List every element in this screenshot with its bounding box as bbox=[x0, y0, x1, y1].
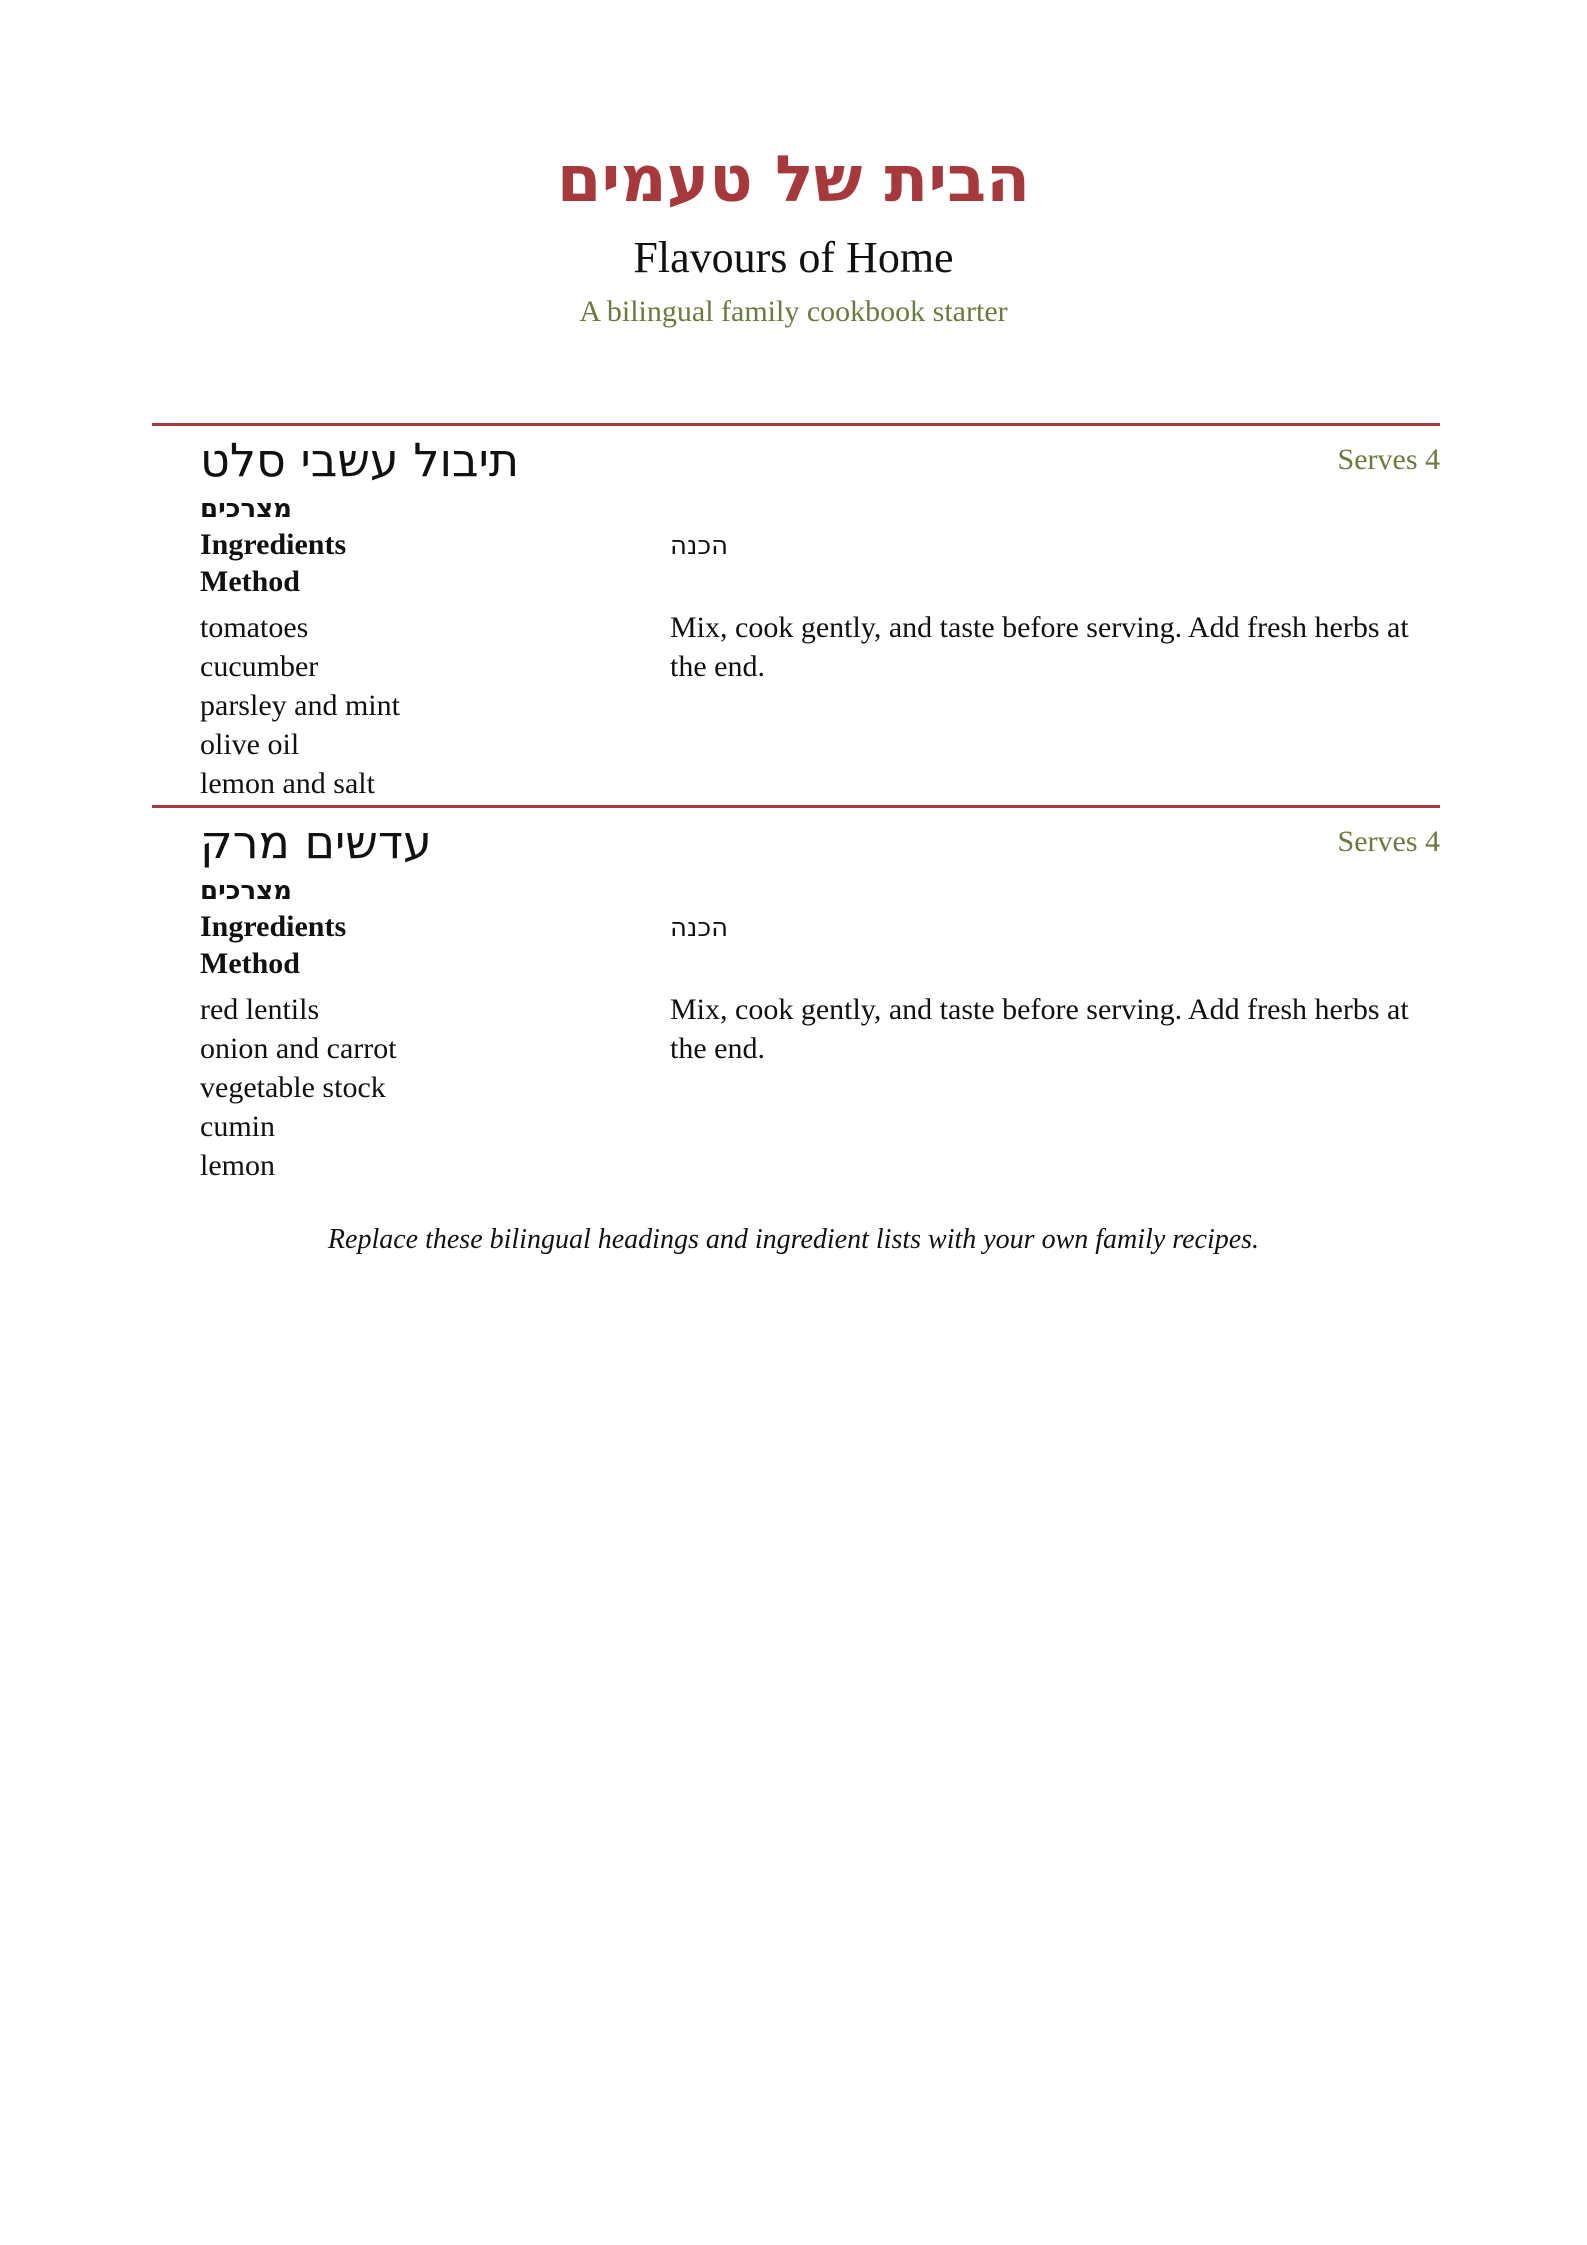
title-hebrew: הבית של טעמים bbox=[556, 143, 1031, 217]
subtitle: A bilingual family cookbook starter bbox=[579, 295, 1008, 328]
ingredients-heading: Ingredients bbox=[200, 910, 347, 943]
recipe-name-hebrew: עדשים מרק bbox=[200, 815, 432, 869]
ingredient-item: parsley and mint bbox=[200, 689, 400, 722]
footer-note: Replace these bilingual headings and ingredient lists with your own family recipes. bbox=[327, 1224, 1260, 1255]
ingredients-heading-hebrew: מצרכים bbox=[200, 876, 292, 906]
ingredient-item: cucumber bbox=[200, 650, 319, 683]
ingredient-item: cumin bbox=[200, 1110, 275, 1143]
ingredient-item: onion and carrot bbox=[200, 1032, 397, 1065]
ingredient-item: lemon and salt bbox=[200, 767, 375, 800]
method-text: Mix, cook gently, and taste before serving. Add fresh herbs at the end. bbox=[670, 993, 1409, 1065]
method-heading: Method bbox=[200, 565, 300, 598]
ingredients-heading-hebrew: מצרכים bbox=[200, 494, 292, 524]
method-heading: Method bbox=[200, 947, 300, 980]
method-heading-hebrew: הכנה bbox=[670, 531, 729, 561]
ingredient-item: tomatoes bbox=[200, 611, 309, 644]
title-english: Flavours of Home bbox=[633, 233, 954, 282]
ingredient-item: vegetable stock bbox=[200, 1071, 386, 1104]
serves-label: Serves 4 bbox=[1337, 825, 1440, 858]
ingredient-item: red lentils bbox=[200, 993, 320, 1026]
method-text: Mix, cook gently, and taste before serving. Add fresh herbs at the end. bbox=[670, 611, 1409, 683]
recipe-name-hebrew: תיבול עשבי סלט bbox=[200, 433, 520, 487]
method-heading-hebrew: הכנה bbox=[670, 913, 729, 943]
recipe-card bbox=[152, 805, 1440, 1182]
ingredient-item: lemon bbox=[200, 1149, 275, 1182]
ingredient-list bbox=[200, 990, 397, 1185]
serves-label: Serves 4 bbox=[1337, 443, 1440, 476]
ingredient-item: olive oil bbox=[200, 728, 300, 761]
ingredient-list bbox=[200, 608, 400, 803]
ingredients-heading: Ingredients bbox=[200, 528, 347, 561]
recipe-card bbox=[152, 423, 1440, 800]
